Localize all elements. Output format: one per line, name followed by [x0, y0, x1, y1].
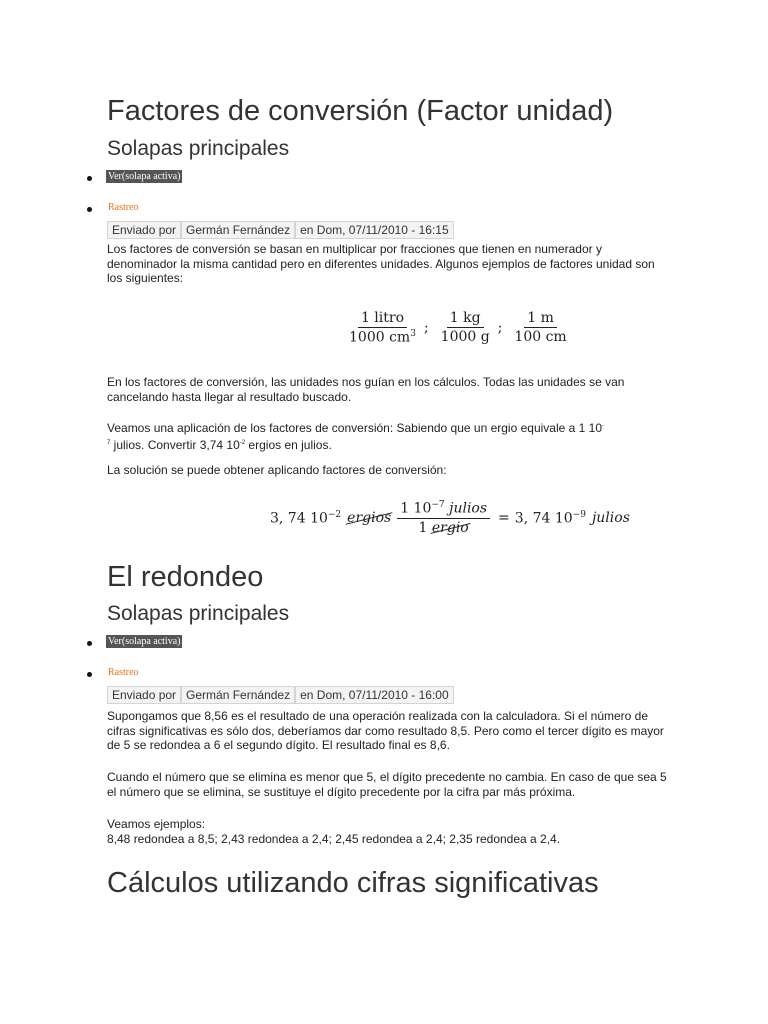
tab-rastreo-link[interactable]: Rastreo	[108, 667, 139, 678]
list-bullet	[87, 176, 92, 181]
submission-meta	[107, 221, 454, 239]
paragraph-text: Los factores de conversión se basan en multiplicar por fracciones que tienen en numerador y denominador la misma cantidad pero en diferentes unidades. Algunos ejemplos de factores unidad son los siguientes:	[107, 242, 655, 285]
submitted-by-label: Enviado por	[107, 686, 181, 704]
section2-paragraph2	[107, 770, 667, 799]
fraction-litro	[346, 310, 419, 346]
submitted-by-label: Enviado por	[107, 221, 181, 239]
paragraph-text: En los factores de conversión, las unidades nos guían en los cálculos. Todas las unidades se van cancelando hasta llegar al resultado buscado.	[107, 375, 625, 404]
fraction-numerator: 1 litro	[358, 310, 407, 328]
rhs-value: 3, 74 $10^{-9}$	[514, 509, 586, 527]
paragraph-text: Veamos ejemplos:	[107, 817, 206, 831]
section3-title: Cálculos utilizando cifras significativas	[107, 867, 599, 899]
section2-paragraph3	[107, 817, 667, 846]
post-date: en Dom, 07/11/2010 - 16:00	[295, 686, 454, 704]
equals-sign: =	[498, 509, 510, 526]
formula-separator: ;	[497, 319, 503, 336]
formula-separator: ;	[423, 319, 429, 336]
author-link[interactable]: Germán Fernández	[181, 686, 295, 704]
author-link[interactable]: Germán Fernández	[181, 221, 295, 239]
section1-paragraph1	[107, 242, 667, 286]
fraction-denominator: 1000 g	[440, 329, 490, 346]
paragraph-text: Supongamos que 8,56 es el resultado de una operación realizada con la calculadora. Si el número de cifras significativas es sólo dos, deberíamos dar como resultado 8,5. Pero como el tercer dígito es mayor de 5 se redondea a 6 el segundo dígito. El resultado final es 8,6.	[107, 709, 664, 752]
conversion-formula	[270, 500, 630, 536]
conversion-fraction	[397, 500, 490, 536]
list-bullet	[87, 672, 92, 677]
post-date: en Dom, 07/11/2010 - 16:15	[295, 221, 454, 239]
lhs-unit-cancelled: ergios	[347, 509, 392, 526]
fraction-m	[511, 310, 569, 345]
section2-subtitle: Solapas principales	[107, 602, 290, 625]
section1-paragraph4	[107, 463, 667, 478]
lhs-value: 3, 74 $10^{-2}$	[270, 509, 342, 527]
submission-meta	[107, 686, 454, 704]
fraction-denominator: 100 cm	[514, 329, 567, 346]
fraction-kg	[438, 310, 493, 345]
fraction-numerator: 1 $10^{-7}$ julios	[397, 500, 490, 519]
fraction-denominator: 1000 $cm^3$	[349, 329, 416, 346]
tab-view-active[interactable]: Ver(solapa activa)	[108, 636, 181, 647]
section1-title: Factores de conversión (Factor unidad)	[107, 95, 614, 127]
paragraph-text: 8,48 redondea a 8,5; 2,43 redondea a 2,4; 2,45 redondea a 2,4; 2,35 redondea a 2,4.	[107, 831, 561, 846]
tab-view-active[interactable]: Ver(solapa activa)	[108, 171, 181, 182]
section1-paragraph3	[107, 419, 667, 452]
rhs-unit: julios	[591, 509, 630, 526]
tab-rastreo-link[interactable]: Rastreo	[108, 202, 139, 213]
section2-title: El redondeo	[107, 561, 264, 593]
section1-paragraph2	[107, 375, 667, 404]
list-bullet	[87, 641, 92, 646]
section1-subtitle: Solapas principales	[107, 137, 290, 160]
list-bullet	[87, 207, 92, 212]
fraction-denominator: 1 ergio	[418, 519, 469, 536]
fraction-numerator: 1 m	[524, 310, 557, 328]
section2-paragraph1	[107, 709, 667, 753]
paragraph-text: Cuando el número que se elimina es menor que 5, el dígito precedente no cambia. En caso de que sea 5 el número que se elimina, se sustituye el dígito precedente por la cifra par más próxima.	[107, 770, 667, 799]
paragraph-text: La solución se puede obtener aplicando factores de conversión:	[107, 463, 447, 477]
unit-factors-formula	[343, 310, 573, 346]
paragraph-text: Veamos una aplicación de los factores de conversión: Sabiendo que un ergio equivale a 1 10- $^7$ julios. Convertir 3,74 $10^{-2}$ ergios en julios.	[107, 421, 605, 452]
fraction-numerator: 1 kg	[447, 310, 484, 328]
